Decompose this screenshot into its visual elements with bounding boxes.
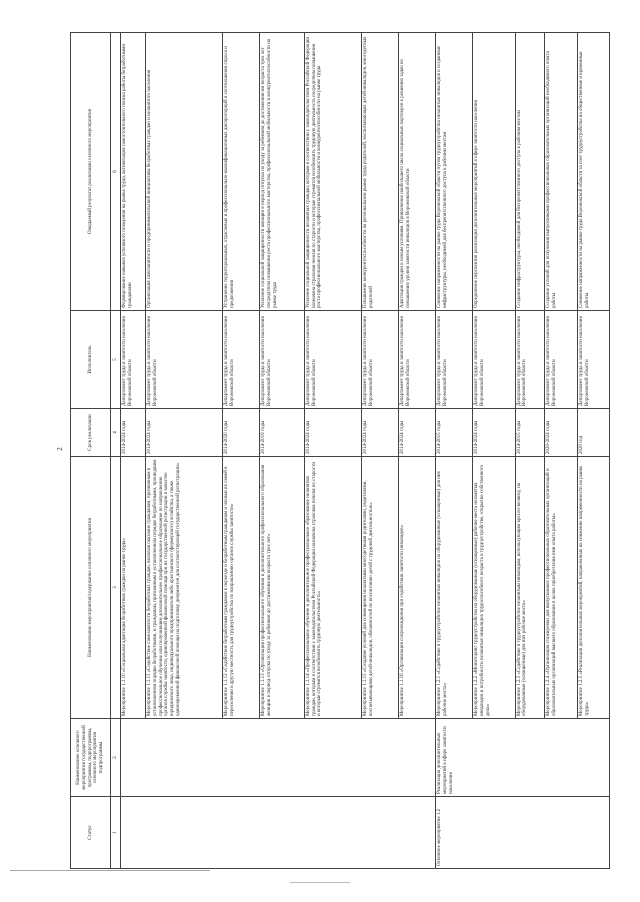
header-result: Ожидаемый результат реализации основного мероприятия: [71, 33, 111, 311]
col-number: 5: [111, 311, 121, 409]
result-cell: Организация самозанятости и предпринимательской инициативы безработных граждан и незанятого населения: [145, 33, 222, 311]
col-number: 2: [111, 719, 121, 797]
col-number: 4: [111, 409, 121, 457]
deadline-cell: 2014-2020 годы: [222, 409, 259, 457]
result-cell: Формирование навыков успешного поведения на рынке труда, активизация самостоятельного поиска работы безработными гражданами: [121, 33, 146, 311]
result-cell: Снижение напряженности на рынке труда Воронежской области путем трудоустройства незанятых инвалидов в созданные инфраструктуры, необходимой для беспрепятственного доступа к рабочим местам: [436, 33, 473, 311]
activity-cell: Мероприятие 1.2.4 «Организация стажировки для выпускников профессиональных образовательных организаций и образовательных организаций высшего образования в целях приобретения ими опыта работы»: [545, 457, 577, 719]
executor-cell: Департамент труда и занятости населения Воронежской области: [121, 311, 146, 409]
executor-cell: Департамент труда и занятости населения Воронежской области: [577, 311, 609, 409]
result-cell: Повышение конкурентоспособности на региональном рынке труда родителей, воспитывающих детей-инвалидов, многодетных родителей: [361, 33, 398, 311]
table-row: [436, 33, 473, 869]
deadline-cell: 2014-2019 годы: [259, 409, 304, 457]
activity-cell: Мероприятие 1.1.10 «Социальная адаптация безработных граждан на рынке труда»: [121, 457, 146, 719]
header-status: Статус: [71, 797, 111, 869]
executor-cell: Департамент труда и занятости населения Воронежской области: [398, 311, 435, 409]
header-executor: Исполнитель: [71, 311, 111, 409]
executor-cell: Департамент труда и занятости населения Воронежской области: [545, 311, 577, 409]
executor-cell: Департамент труда и занятости населения Воронежской области: [304, 311, 361, 409]
result-cell: Усиление социальной защищенности женщин в период отпуска по уходу за ребенком до достижения им возраста трех лет посредством повышения роста профессионального мастерства, профессиональной мобильности и конкурентоспособности на рынке труда: [259, 33, 304, 311]
scan-edge-mark: [290, 882, 350, 883]
col-number: 6: [111, 33, 121, 311]
executor-cell: Департамент труда и занятости населения Воронежской области: [145, 311, 222, 409]
executor-cell: Департамент труда и занятости населения Воронежской области: [361, 311, 398, 409]
activity-cell: Мероприятие 1.2.2 «Мониторинг трудоустройства на оборудованные (оснащенные) рабочие места незанятых инвалидов и потребности незанятых инвалидов трудоспособного возраста в трудоустройстве, открытие собственного дела»: [473, 457, 515, 719]
deadline-cell: 2020 год: [577, 409, 609, 457]
executor-cell: Департамент труда и занятости населения Воронежской области: [436, 311, 473, 409]
activity-cell: Мероприятие 1.2.3 «Содействие в трудоустройстве незанятым инвалидам, использующим кресло-коляску, на оборудованные (оснащенные) для них рабочие места»: [515, 457, 545, 719]
deadline-cell: 2014-2024 годы: [473, 409, 515, 457]
executor-cell: Департамент труда и занятости населения Воронежской области: [259, 311, 304, 409]
executor-cell: Департамент труда и занятости населения Воронежской области: [222, 311, 259, 409]
header-activity: Наименование мероприятия/содержание основного мероприятия: [71, 457, 111, 719]
deadline-cell: 2020-2024 годы: [545, 409, 577, 457]
program-activities-table: [70, 32, 610, 869]
activity-cell: Мероприятие 1.1.11 «Содействие самозанятости безработных граждан, включая оказание гражданам, признанным в установленном порядке безработными, и гражданам, признанным в установленном порядке безработными, прошедшим профессиональное обучение или получившим дополнительное профессиональное образование по направлению органов службы занятости, единовременной финансовой помощи при их государственной регистрации в качестве юридического лица, индивидуального предпринимателя либо крестьянского (фермерского) хозяйства, а также единовременной финансовой помощи на подготовку документов для соответствующей государственной регистрации»: [145, 457, 222, 719]
header-row: [71, 33, 111, 869]
activity-cell: Мероприятие 1.2.5 «Реализация дополнительных мероприятий, направленных на снижение напряженности на рынке труда»: [577, 457, 609, 719]
result-cell: Усиление социальной защищенности незанятых граждан, которым в соответствии с законодательством Российской Федерации назначена страховая пенсия по старости и которые стремятся возобновить трудовую деятельность посредством повышения роста профессионального мастерства, профессиональной мобильности и конкурентоспособности на рынке труда: [304, 33, 361, 311]
executor-cell: Департамент труда и занятости населения Воронежской области: [515, 311, 545, 409]
col-number: 1: [111, 797, 121, 869]
scan-edge-line: [10, 870, 210, 871]
activity-cell: Мероприятие 1.1.16 «Организация сопровождения при содействии занятости инвалидов»: [398, 457, 435, 719]
column-number-row: [111, 33, 121, 869]
deadline-cell: 2014-2015 годы: [515, 409, 545, 457]
activity-cell: Мероприятие 1.1.13 «Организация профессионального обучения и дополнительного профессионального образования женщин в период отпуска по уходу за ребенком до достижения им возраста трех лет»: [259, 457, 304, 719]
deadline-cell: 2014-2024 годы: [121, 409, 146, 457]
result-cell: Устранение территориальных, отраслевых и профессионально-квалификационных диспропорций в соотношении спроса и предложения: [222, 33, 259, 311]
deadline-cell: 2014-2024 годы: [304, 409, 361, 457]
activity-cell: Мероприятие 1.1.15 «Создание условий для совмещения незанятыми многодетными родителями, родителями, воспитывающими детей-инвалидов, обязанностей по воспитанию детей с трудовой деятельностью»: [361, 457, 398, 719]
result-cell: Адаптация граждан к новым условиям. Привлечение наибольшего числа социальных партнеров к решению задач по повышению уровня занятости инвалидов в Воронежской области: [398, 33, 435, 311]
table-row: [121, 33, 146, 869]
page-number: 2: [55, 447, 64, 451]
name-cell-empty: [121, 719, 436, 797]
col-number: 3: [111, 457, 121, 719]
header-name: Наименование основного мероприятия государственной программы, подпрограммы, основного мероприятия подпрограммы: [71, 719, 111, 797]
deadline-cell: 2014-2024 годы: [398, 409, 435, 457]
activity-cell: Мероприятие 1.1.14 «Профессиональное обучение и дополнительное профессиональное образование незанятых граждан, которым в соответствии с законодательством Российской Федерации назначена страховая пенсия по старости и которые стремятся возобновить трудовую деятельность»: [304, 457, 361, 719]
header-deadline: Срок реализации: [71, 409, 111, 457]
activity-cell: Мероприятие 1.1.12 «Содействие безработным гражданам в переезде и безработным гражданам и членам их семей в переселении в другую местность для трудоустройства по направлению органов службы занятости»: [222, 457, 259, 719]
result-cell: Создание условий для получения выпускниками профессиональных образовательных организаций необходимого опыта работы: [545, 33, 577, 311]
result-cell: Создание инфраструктуры, необходимой для беспрепятственного доступа к рабочим местам: [515, 33, 545, 311]
result-cell: Определение перспектив реализации дополнительных мероприятий в сфере занятости населения: [473, 33, 515, 311]
status-cell-empty: [121, 797, 436, 869]
executor-cell: Департамент труда и занятости населения Воронежской области: [473, 311, 515, 409]
rotated-document-page: [70, 33, 610, 869]
status-cell: Основное мероприятие 1.2: [436, 797, 610, 869]
activity-cell: Мероприятие 1.2.1 «Содействие в трудоустройстве незанятых инвалидов на оборудованные (оснащенные) для них рабочие места»: [436, 457, 473, 719]
deadline-cell: 2014-2024 годы: [361, 409, 398, 457]
result-cell: Снижение напряженности на рынке труда Воронежской области за счет трудоустройства на общественные и временные работы: [577, 33, 609, 311]
deadline-cell: 2014-2015 годы: [436, 409, 473, 457]
name-cell: Реализация дополнительных мероприятий в сфере занятости населения: [436, 719, 610, 797]
deadline-cell: 2014-2024 годы: [145, 409, 222, 457]
